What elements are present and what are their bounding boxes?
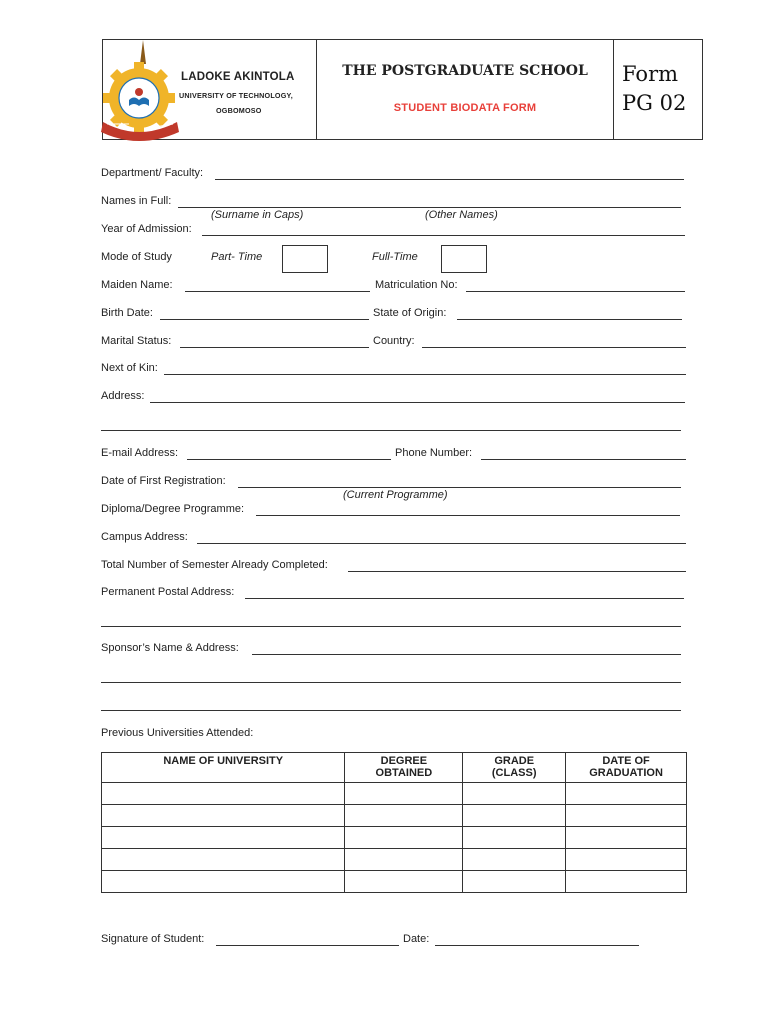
university-name: LADOKE AKINTOLA: [181, 71, 295, 83]
maiden-name-field[interactable]: [185, 291, 370, 292]
address-field-line-2[interactable]: [101, 430, 681, 431]
matric-no-label: Matriculation No:: [375, 279, 458, 291]
school-title-cell: [317, 40, 614, 139]
col-header-university: NAME OF UNIVERSITY: [102, 753, 345, 783]
marital-status-label: Marital Status:: [101, 335, 172, 347]
degree-cell[interactable]: [345, 805, 463, 827]
graduation-date-cell[interactable]: [566, 827, 687, 849]
col-header-graduation-date: DATE OF GRADUATION: [566, 753, 687, 783]
table-row: [102, 871, 687, 893]
university-cell[interactable]: [102, 783, 345, 805]
degree-cell[interactable]: [345, 849, 463, 871]
previous-universities-label: Previous Universities Attended:: [101, 727, 254, 739]
signature-field[interactable]: [216, 945, 399, 946]
date-field[interactable]: [435, 945, 639, 946]
semesters-completed-field[interactable]: [348, 571, 686, 572]
part-time-label: Part- Time: [211, 251, 263, 263]
full-time-label: Full-Time: [372, 251, 418, 263]
university-cell[interactable]: [102, 849, 345, 871]
email-label: E-mail Address:: [101, 447, 179, 459]
sponsor-field-line-3[interactable]: [101, 710, 681, 711]
graduation-date-cell[interactable]: [566, 849, 687, 871]
names-label: Names in Full:: [101, 195, 172, 207]
year-admission-field[interactable]: [202, 235, 685, 236]
semesters-completed-label: Total Number of Semester Already Completed:: [101, 559, 328, 571]
state-origin-label: State of Origin:: [373, 307, 447, 319]
grade-cell[interactable]: [463, 827, 566, 849]
email-field[interactable]: [187, 459, 391, 460]
next-of-kin-label: Next of Kin:: [101, 362, 158, 374]
form-header: [102, 39, 703, 140]
university-cell[interactable]: [102, 827, 345, 849]
first-registration-label: Date of First Registration:: [101, 475, 226, 487]
col-header-grade: GRADE (CLASS): [463, 753, 566, 783]
university-crest-icon: [99, 38, 199, 142]
graduation-date-cell[interactable]: [566, 805, 687, 827]
next-of-kin-field[interactable]: [164, 374, 686, 375]
university-location: OGBOMOSO: [216, 106, 262, 115]
campus-address-field[interactable]: [197, 543, 686, 544]
degree-cell[interactable]: [345, 871, 463, 893]
table-row: [102, 805, 687, 827]
first-registration-field[interactable]: [238, 487, 681, 488]
matric-no-field[interactable]: [466, 291, 685, 292]
phone-label: Phone Number:: [395, 447, 473, 459]
permanent-address-field[interactable]: [245, 598, 684, 599]
grade-cell[interactable]: [463, 871, 566, 893]
sponsor-label: Sponsor’s Name & Address:: [101, 642, 239, 654]
country-label: Country:: [373, 335, 415, 347]
table-row: [102, 827, 687, 849]
surname-hint: (Surname in Caps): [211, 209, 304, 221]
diploma-programme-field[interactable]: [256, 515, 680, 516]
mode-of-study-label: Mode of Study: [101, 251, 172, 263]
form-number: [622, 60, 686, 118]
part-time-checkbox[interactable]: [282, 245, 328, 273]
university-subtitle: UNIVERSITY OF TECHNOLOGY,: [179, 91, 293, 100]
address-field[interactable]: [150, 402, 685, 403]
department-label: Department/ Faculty:: [101, 167, 204, 179]
university-cell[interactable]: [102, 871, 345, 893]
grade-cell[interactable]: [463, 805, 566, 827]
state-origin-field[interactable]: [457, 319, 682, 320]
date-label: Date:: [403, 933, 430, 945]
table-row: [102, 783, 687, 805]
table-header-row: [102, 753, 687, 783]
marital-status-field[interactable]: [180, 347, 369, 348]
other-names-hint: (Other Names): [425, 209, 498, 221]
previous-universities-table: [101, 752, 687, 893]
sponsor-field-line-2[interactable]: [101, 682, 681, 683]
sponsor-field[interactable]: [252, 654, 681, 655]
permanent-address-label: Permanent Postal Address:: [101, 586, 235, 598]
names-field[interactable]: [178, 207, 681, 208]
signature-label: Signature of Student:: [101, 933, 205, 945]
campus-address-label: Campus Address:: [101, 531, 188, 543]
form-label: Form: [622, 62, 679, 86]
degree-cell[interactable]: [345, 827, 463, 849]
permanent-address-field-line-2[interactable]: [101, 626, 681, 627]
form-number-cell: [614, 40, 702, 139]
country-field[interactable]: [422, 347, 686, 348]
form-code: PG 02: [622, 91, 687, 115]
school-name: THE POSTGRADUATE SCHOOL: [342, 63, 588, 79]
university-logo-cell: [103, 40, 317, 139]
address-label: Address:: [101, 390, 145, 402]
university-cell[interactable]: [102, 805, 345, 827]
full-time-checkbox[interactable]: [441, 245, 487, 273]
table-row: [102, 849, 687, 871]
phone-field[interactable]: [481, 459, 686, 460]
diploma-programme-label: Diploma/Degree Programme:: [101, 503, 245, 515]
grade-cell[interactable]: [463, 849, 566, 871]
grade-cell[interactable]: [463, 783, 566, 805]
department-field[interactable]: [215, 179, 684, 180]
current-programme-hint: (Current Programme): [343, 489, 448, 501]
maiden-name-label: Maiden Name:: [101, 279, 173, 291]
birth-date-field[interactable]: [160, 319, 369, 320]
col-header-degree: DEGREE OBTAINED: [345, 753, 463, 783]
birth-date-label: Birth Date:: [101, 307, 153, 319]
form-title: STUDENT BIODATA FORM: [393, 102, 537, 114]
graduation-date-cell[interactable]: [566, 783, 687, 805]
year-admission-label: Year of Admission:: [101, 223, 192, 235]
degree-cell[interactable]: [345, 783, 463, 805]
graduation-date-cell[interactable]: [566, 871, 687, 893]
